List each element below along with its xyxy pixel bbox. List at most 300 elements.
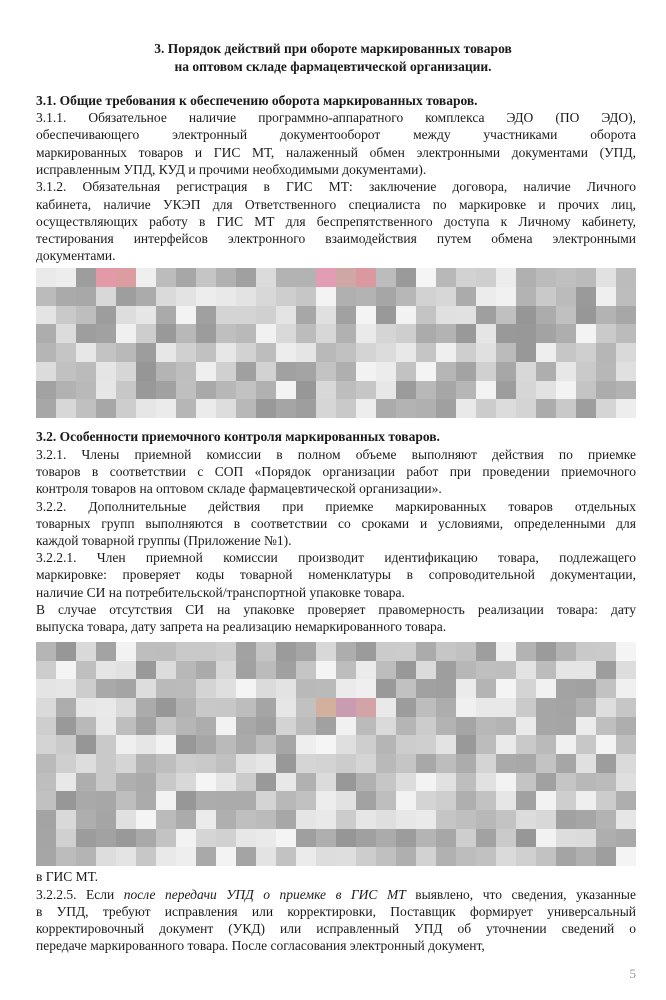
redaction-pixel — [416, 343, 437, 363]
redaction-pixel — [356, 717, 377, 737]
redaction-pixel — [56, 829, 77, 849]
redaction-pixel — [276, 324, 297, 344]
redaction-pixel — [176, 810, 197, 830]
redaction-pixel — [356, 679, 377, 699]
redaction-pixel — [276, 287, 297, 307]
redaction-pixel — [436, 381, 457, 401]
redaction-pixel — [576, 306, 597, 326]
redaction-pixel — [156, 829, 177, 849]
redaction-pixel — [376, 268, 397, 288]
redacted-block-2 — [36, 642, 636, 866]
redaction-pixel — [216, 287, 237, 307]
redaction-pixel — [516, 343, 537, 363]
redaction-pixel — [456, 698, 477, 718]
redaction-pixel — [216, 362, 237, 382]
redaction-pixel — [516, 698, 537, 718]
redaction-pixel — [196, 268, 217, 288]
redaction-pixel — [456, 661, 477, 681]
redaction-pixel — [436, 698, 457, 718]
paragraph-line: В случае отсутствия СИ на упаковке проверяет правомерность реализации товара: дату — [36, 601, 636, 617]
redaction-pixel — [416, 791, 437, 811]
redaction-pixel — [416, 735, 437, 755]
redaction-pixel — [216, 343, 237, 363]
redaction-pixel — [536, 773, 557, 793]
redaction-pixel — [596, 847, 617, 866]
redaction-pixel — [356, 810, 377, 830]
redaction-pixel — [336, 661, 357, 681]
paragraph-line: обеспечивающего электронный документооборот между участниками оборота — [36, 127, 636, 143]
redaction-pixel — [536, 829, 557, 849]
redaction-pixel — [116, 754, 137, 774]
redaction-pixel — [596, 717, 617, 737]
redaction-pixel — [196, 324, 217, 344]
redaction-pixel — [556, 642, 577, 662]
redaction-pixel — [336, 362, 357, 382]
redaction-pixel — [156, 698, 177, 718]
redaction-pixel — [336, 381, 357, 401]
paragraph-line: 3.1.1. Обязательное наличие программно-аппаратного комплекса ЭДО (ПО ЭДО), — [36, 110, 636, 125]
redaction-pixel — [256, 847, 277, 866]
redaction-pixel — [536, 735, 557, 755]
redaction-pixel — [176, 324, 197, 344]
redaction-pixel — [136, 791, 157, 811]
redaction-pixel — [576, 810, 597, 830]
redaction-pixel — [56, 324, 77, 344]
redaction-pixel — [176, 381, 197, 401]
redaction-pixel — [476, 642, 497, 662]
redaction-pixel — [356, 399, 377, 418]
redaction-pixel — [536, 268, 557, 288]
redaction-pixel — [336, 324, 357, 344]
redaction-pixel — [376, 735, 397, 755]
redaction-pixel — [176, 343, 197, 363]
redaction-pixel — [536, 698, 557, 718]
redaction-pixel — [216, 754, 237, 774]
redaction-pixel — [436, 399, 457, 418]
redaction-pixel — [556, 661, 577, 681]
redaction-pixel — [116, 362, 137, 382]
redaction-pixel — [236, 381, 257, 401]
redaction-pixel — [236, 773, 257, 793]
redaction-pixel — [216, 847, 237, 866]
redaction-pixel — [576, 324, 597, 344]
redaction-pixel — [136, 754, 157, 774]
redaction-pixel — [456, 362, 477, 382]
redaction-pixel — [296, 324, 317, 344]
redaction-pixel — [116, 679, 137, 699]
redaction-pixel — [516, 829, 537, 849]
redaction-pixel — [376, 754, 397, 774]
section-title-line-2: на оптовом складе фармацевтической организации. — [174, 59, 492, 74]
redaction-pixel — [556, 268, 577, 288]
redaction-pixel — [516, 754, 537, 774]
redaction-pixel — [536, 754, 557, 774]
redaction-pixel — [176, 399, 197, 418]
paragraph-line: выпуска товара, дату запрета на реализацию немаркированного товара. — [36, 619, 447, 634]
paragraph-line: 3.2.2. Дополнительные действия при приемке маркированных товаров отдельных — [36, 498, 636, 514]
redaction-pixel — [496, 735, 517, 755]
redaction-pixel — [576, 791, 597, 811]
redaction-pixel — [276, 829, 297, 849]
redaction-pixel — [136, 679, 157, 699]
text-span: выявлено, что сведения, указанные — [405, 887, 636, 902]
redaction-pixel — [376, 306, 397, 326]
redaction-pixel — [296, 829, 317, 849]
redaction-pixel — [556, 679, 577, 699]
redaction-pixel — [216, 642, 237, 662]
redaction-pixel — [576, 343, 597, 363]
redaction-pixel — [476, 362, 497, 382]
redaction-pixel — [36, 642, 57, 662]
redaction-pixel — [36, 717, 57, 737]
paragraph-line: корректировочный документ (УКД) или исправленный УПД об уточнении сведений о — [36, 921, 636, 936]
redaction-pixel — [316, 268, 337, 288]
redaction-pixel — [436, 773, 457, 793]
subsection-3-2-heading: 3.2. Особенности приемочного контроля маркированных товаров. — [36, 429, 440, 444]
redaction-pixel — [256, 381, 277, 401]
redaction-pixel — [416, 810, 437, 830]
redaction-pixel — [616, 791, 636, 811]
redaction-pixel — [76, 343, 97, 363]
redaction-pixel — [516, 735, 537, 755]
redaction-pixel — [336, 399, 357, 418]
redaction-pixel — [556, 362, 577, 382]
redaction-pixel — [316, 717, 337, 737]
redaction-pixel — [536, 661, 557, 681]
redaction-pixel — [316, 362, 337, 382]
redaction-pixel — [396, 287, 417, 307]
redaction-pixel — [476, 810, 497, 830]
redaction-pixel — [216, 717, 237, 737]
redaction-pixel — [96, 661, 117, 681]
redaction-pixel — [596, 324, 617, 344]
redaction-pixel — [236, 343, 257, 363]
redaction-pixel — [236, 324, 257, 344]
redaction-pixel — [296, 698, 317, 718]
redaction-pixel — [376, 324, 397, 344]
redaction-pixel — [76, 268, 97, 288]
redaction-pixel — [96, 642, 117, 662]
redaction-pixel — [36, 306, 57, 326]
redaction-pixel — [216, 661, 237, 681]
redaction-pixel — [616, 698, 636, 718]
redaction-pixel — [416, 829, 437, 849]
redaction-pixel — [436, 362, 457, 382]
redaction-pixel — [256, 717, 277, 737]
redaction-pixel — [316, 754, 337, 774]
redaction-pixel — [336, 343, 357, 363]
redaction-pixel — [256, 343, 277, 363]
redaction-pixel — [436, 642, 457, 662]
redaction-pixel — [476, 287, 497, 307]
redaction-pixel — [156, 306, 177, 326]
redaction-pixel — [256, 810, 277, 830]
redaction-pixel — [316, 679, 337, 699]
redaction-pixel — [576, 268, 597, 288]
redaction-pixel — [136, 343, 157, 363]
redaction-pixel — [76, 773, 97, 793]
redaction-pixel — [316, 791, 337, 811]
redaction-pixel — [176, 829, 197, 849]
paragraph-line: товаров в соответствии с СОП «Порядок организации работ при проведении приемочного — [36, 464, 636, 480]
redaction-pixel — [276, 791, 297, 811]
redaction-pixel — [436, 661, 457, 681]
redaction-pixel — [216, 324, 237, 344]
paragraph-line: исправленным УПД, КУД и прочими необходимыми документами). — [36, 161, 427, 177]
redaction-pixel — [176, 773, 197, 793]
paragraph-line: товарных групп выполняются в соответствии со сроками и условиями, определенными для — [36, 515, 636, 531]
redaction-pixel — [396, 829, 417, 849]
redaction-pixel — [116, 810, 137, 830]
redaction-pixel — [536, 791, 557, 811]
redaction-pixel — [556, 735, 577, 755]
redaction-pixel — [36, 679, 57, 699]
redaction-pixel — [336, 829, 357, 849]
redaction-pixel — [196, 829, 217, 849]
redaction-pixel — [56, 735, 77, 755]
paragraph-line: наличие СИ на потребительской/транспортной упаковке товара. — [36, 584, 405, 600]
redaction-pixel — [516, 362, 537, 382]
paragraph-line: 3.2.2.1. Член приемной комиссии производит идентификацию товара, подлежащего — [36, 550, 636, 566]
redaction-pixel — [396, 362, 417, 382]
redaction-pixel — [396, 698, 417, 718]
redaction-pixel — [556, 343, 577, 363]
redaction-pixel — [296, 735, 317, 755]
redaction-pixel — [336, 773, 357, 793]
paragraph-line: передаче маркированного товара. После согласования электронный документ, — [36, 938, 485, 953]
redaction-pixel — [56, 642, 77, 662]
redaction-pixel — [576, 847, 597, 866]
redaction-pixel — [236, 791, 257, 811]
redaction-pixel — [236, 829, 257, 849]
redaction-pixel — [436, 791, 457, 811]
redaction-pixel — [116, 735, 137, 755]
redaction-pixel — [156, 287, 177, 307]
redaction-pixel — [236, 698, 257, 718]
redaction-pixel — [276, 735, 297, 755]
redaction-pixel — [356, 829, 377, 849]
redaction-pixel — [376, 773, 397, 793]
redaction-pixel — [196, 306, 217, 326]
redaction-pixel — [396, 306, 417, 326]
redaction-pixel — [616, 343, 636, 363]
redaction-pixel — [216, 381, 237, 401]
redaction-pixel — [576, 661, 597, 681]
redaction-pixel — [256, 829, 277, 849]
redaction-pixel — [396, 399, 417, 418]
redaction-pixel — [336, 735, 357, 755]
paragraph-line: маркированных товаров и ГИС МТ, налаженный обмен электронными документами (УПД, — [36, 144, 636, 160]
redaction-pixel — [56, 698, 77, 718]
paragraph-line: документами. — [36, 248, 116, 264]
redaction-pixel — [416, 324, 437, 344]
redaction-pixel — [176, 679, 197, 699]
redaction-pixel — [436, 679, 457, 699]
redaction-pixel — [56, 268, 77, 288]
redaction-pixel — [116, 661, 137, 681]
redaction-pixel — [336, 698, 357, 718]
redaction-pixel — [296, 661, 317, 681]
redaction-pixel — [596, 679, 617, 699]
redaction-pixel — [356, 287, 377, 307]
redaction-pixel — [556, 847, 577, 866]
redaction-pixel — [456, 773, 477, 793]
redaction-pixel — [296, 791, 317, 811]
redaction-pixel — [436, 810, 457, 830]
redaction-pixel — [256, 362, 277, 382]
redaction-pixel — [476, 829, 497, 849]
redaction-pixel — [316, 847, 337, 866]
redaction-pixel — [236, 754, 257, 774]
redaction-pixel — [296, 362, 317, 382]
redaction-pixel — [396, 717, 417, 737]
redaction-pixel — [516, 679, 537, 699]
redaction-pixel — [196, 642, 217, 662]
redaction-pixel — [376, 698, 397, 718]
redaction-pixel — [136, 810, 157, 830]
redaction-pixel — [256, 698, 277, 718]
redaction-pixel — [616, 661, 636, 681]
redaction-pixel — [56, 754, 77, 774]
redaction-pixel — [136, 642, 157, 662]
redaction-pixel — [176, 698, 197, 718]
redaction-pixel — [276, 810, 297, 830]
redaction-pixel — [576, 362, 597, 382]
redaction-pixel — [36, 754, 57, 774]
redaction-pixel — [136, 661, 157, 681]
paragraph-line: тестирования интерфейсов электронного взаимодействия путем обмена электронными — [36, 231, 636, 247]
redaction-pixel — [176, 306, 197, 326]
redaction-pixel — [516, 661, 537, 681]
redaction-pixel — [76, 847, 97, 866]
redaction-pixel — [516, 773, 537, 793]
redaction-pixel — [36, 381, 57, 401]
redaction-pixel — [116, 343, 137, 363]
redaction-pixel — [476, 735, 497, 755]
redaction-pixel — [76, 399, 97, 418]
redaction-pixel — [576, 717, 597, 737]
redaction-pixel — [596, 754, 617, 774]
redaction-pixel — [316, 661, 337, 681]
redaction-pixel — [536, 287, 557, 307]
redaction-pixel — [76, 829, 97, 849]
redaction-pixel — [556, 773, 577, 793]
redaction-pixel — [476, 679, 497, 699]
redaction-pixel — [376, 362, 397, 382]
redaction-pixel — [276, 717, 297, 737]
paragraph-line: кабинета, наличие УКЭП для Ответственного специалиста по маркировке и прочих лиц, — [36, 196, 636, 212]
redaction-pixel — [496, 324, 517, 344]
redaction-pixel — [316, 306, 337, 326]
redaction-pixel — [596, 268, 617, 288]
redaction-pixel — [36, 268, 57, 288]
redaction-pixel — [136, 381, 157, 401]
redaction-pixel — [556, 399, 577, 418]
paragraph-line: 3.2.1. Члены приемной комиссии в полном объеме выполняют действия по приемке — [36, 447, 636, 462]
redaction-pixel — [176, 287, 197, 307]
redaction-pixel — [116, 847, 137, 866]
redaction-pixel — [116, 399, 137, 418]
redaction-pixel — [216, 679, 237, 699]
redaction-pixel — [476, 754, 497, 774]
text-span: 3.2.2.5. Если — [36, 887, 124, 902]
redaction-pixel — [116, 773, 137, 793]
redaction-pixel — [416, 773, 437, 793]
redaction-pixel — [156, 642, 177, 662]
redaction-pixel — [196, 343, 217, 363]
redaction-pixel — [156, 847, 177, 866]
redaction-pixel — [456, 324, 477, 344]
redaction-pixel — [576, 679, 597, 699]
redaction-pixel — [116, 642, 137, 662]
redaction-pixel — [336, 642, 357, 662]
redaction-pixel — [356, 343, 377, 363]
redaction-pixel — [36, 287, 57, 307]
redaction-pixel — [276, 661, 297, 681]
redaction-pixel — [276, 362, 297, 382]
redaction-pixel — [116, 324, 137, 344]
redaction-pixel — [396, 324, 417, 344]
redaction-pixel — [556, 791, 577, 811]
redaction-pixel — [96, 268, 117, 288]
redaction-pixel — [576, 287, 597, 307]
redaction-pixel — [576, 698, 597, 718]
redaction-pixel — [236, 735, 257, 755]
redaction-pixel — [356, 698, 377, 718]
redaction-pixel — [576, 829, 597, 849]
redaction-pixel — [436, 287, 457, 307]
redaction-pixel — [376, 847, 397, 866]
redaction-pixel — [556, 810, 577, 830]
redaction-pixel — [496, 829, 517, 849]
redaction-pixel — [616, 717, 636, 737]
redaction-pixel — [616, 324, 636, 344]
redaction-pixel — [376, 829, 397, 849]
redaction-pixel — [216, 268, 237, 288]
redaction-pixel — [616, 810, 636, 830]
redaction-pixel — [156, 343, 177, 363]
redaction-pixel — [136, 698, 157, 718]
redaction-pixel — [76, 306, 97, 326]
redaction-pixel — [276, 847, 297, 866]
redaction-pixel — [256, 661, 277, 681]
redaction-pixel — [136, 324, 157, 344]
redaction-pixel — [136, 268, 157, 288]
redaction-pixel — [596, 810, 617, 830]
redaction-pixel — [356, 847, 377, 866]
redaction-pixel — [436, 268, 457, 288]
redaction-pixel — [616, 754, 636, 774]
redaction-pixel — [156, 324, 177, 344]
redaction-pixel — [616, 287, 636, 307]
redaction-pixel — [156, 268, 177, 288]
redaction-pixel — [156, 810, 177, 830]
redaction-pixel — [596, 773, 617, 793]
redaction-pixel — [96, 717, 117, 737]
redaction-pixel — [36, 362, 57, 382]
redaction-pixel — [96, 381, 117, 401]
redaction-pixel — [76, 679, 97, 699]
redaction-pixel — [96, 754, 117, 774]
redaction-pixel — [76, 287, 97, 307]
redaction-pixel — [396, 847, 417, 866]
redaction-pixel — [36, 773, 57, 793]
paragraph-line: в ГИС МТ. — [36, 869, 98, 884]
redaction-pixel — [436, 306, 457, 326]
redaction-pixel — [316, 735, 337, 755]
redaction-pixel — [436, 717, 457, 737]
redaction-pixel — [296, 810, 317, 830]
